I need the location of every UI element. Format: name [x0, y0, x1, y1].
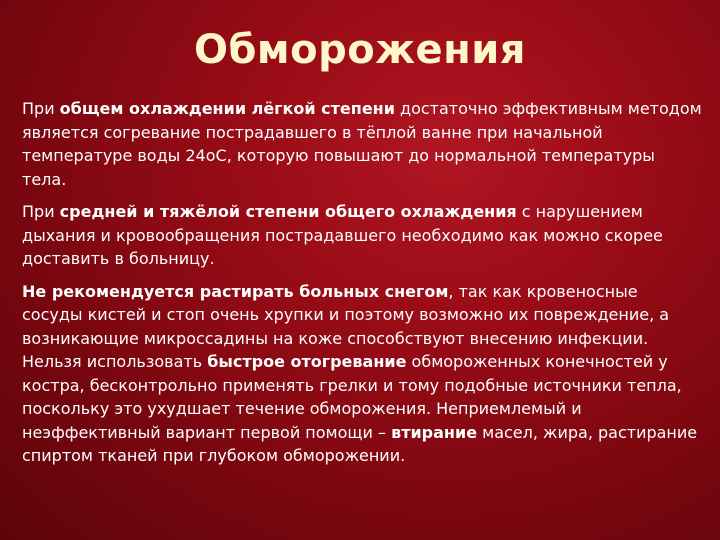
- slide-body: [22, 97, 702, 477]
- paragraph-mild-cooling: [22, 97, 702, 191]
- text-run: При: [22, 99, 60, 118]
- text-run: обмороженных конечностей у костра, бесконтрольно применять грелки и тому подобные источники тепла, поскольку это ухудшает течение обморожения. Неприемлемый и неэффективный вариант первой помощи –: [22, 352, 682, 442]
- emphasis-text: средней и тяжёлой степени общего охлаждения: [59, 202, 517, 221]
- text-run: достаточно эффективным методом является согревание пострадавшего в тёплой ванне при начальной температуре воды 24оС, которую повышают до нормальной температуры тела.: [22, 99, 702, 189]
- paragraph-severe-cooling: [22, 200, 702, 271]
- text-run: масел, жира, растирание спиртом тканей при глубоком обморожении.: [22, 422, 698, 465]
- paragraph-warnings: [22, 280, 702, 468]
- emphasis-text: Не рекомендуется растирать больных снегом: [22, 281, 449, 301]
- text-run: , так как кровеносные сосуды кистей и стоп очень хрупки и поэтому возможно их повреждение, а возникающие микроссадины на коже способствуют внесению инфекции. Нельзя использовать: [22, 281, 670, 371]
- emphasis-text: общем охлаждении лёгкой степени: [59, 99, 395, 118]
- emphasis-text: быстрое отогревание: [207, 352, 407, 371]
- slide-title: Обморожения: [193, 27, 526, 73]
- text-run: с нарушением дыхания и кровообращения пострадавшего необходимо как можно скорее доставить в больницу.: [22, 202, 663, 268]
- emphasis-text: втирание: [391, 422, 478, 442]
- text-run: При: [22, 202, 60, 221]
